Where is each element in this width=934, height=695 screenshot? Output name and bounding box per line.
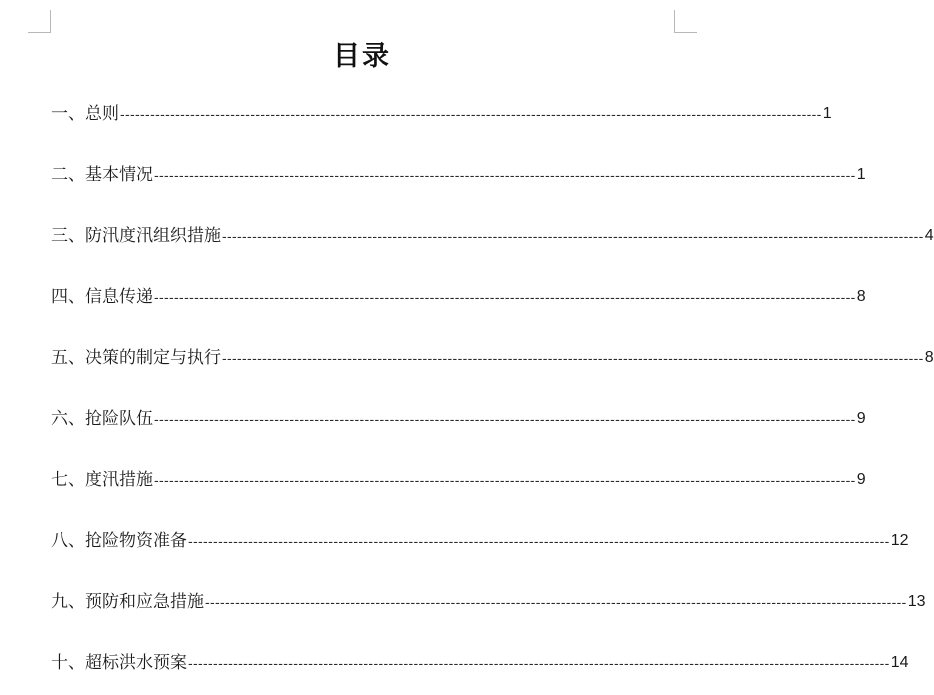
toc-entry-label: 五、决策的制定与执行	[51, 348, 221, 368]
toc-entry-label: 六、抢险队伍	[51, 409, 153, 429]
toc-entry[interactable]	[51, 467, 866, 491]
toc-entry-page: 9	[856, 410, 866, 427]
toc-leader-dots: --------------------------------------------------------------------------------------------------------------------------------------------	[205, 594, 907, 610]
toc-entry[interactable]	[51, 284, 866, 308]
toc-entry-label: 九、预防和应急措施	[51, 592, 204, 612]
toc-leader-dots: --------------------------------------------------------------------------------------------------------------------------------------------	[154, 472, 856, 488]
toc-entry-label: 七、度汛措施	[51, 470, 153, 490]
toc-entry-page: 4	[924, 227, 934, 244]
toc-entry-page: 14	[890, 654, 909, 671]
toc-leader-dots: --------------------------------------------------------------------------------------------------------------------------------------------	[222, 228, 924, 244]
toc-entry[interactable]	[51, 650, 909, 674]
toc-leader-dots: --------------------------------------------------------------------------------------------------------------------------------------------	[222, 350, 924, 366]
toc-entry[interactable]	[51, 528, 909, 552]
page-title: 目录	[333, 41, 391, 72]
toc-entry-label: 二、基本情况	[51, 165, 153, 185]
toc-entry-page: 8	[856, 288, 866, 305]
toc-leader-dots: --------------------------------------------------------------------------------------------------------------------------------------------	[154, 167, 856, 183]
toc-entry-page: 1	[856, 166, 866, 183]
toc-entry[interactable]	[51, 345, 934, 369]
toc-entry-page: 9	[856, 471, 866, 488]
toc-leader-dots: --------------------------------------------------------------------------------------------------------------------------------------------	[188, 655, 890, 671]
toc-entry-label: 一、总则	[51, 104, 119, 124]
toc-leader-dots: --------------------------------------------------------------------------------------------------------------------------------------------	[188, 533, 890, 549]
toc-leader-dots: --------------------------------------------------------------------------------------------------------------------------------------------	[120, 106, 822, 122]
toc-leader-dots: --------------------------------------------------------------------------------------------------------------------------------------------	[154, 289, 856, 305]
toc-entry-page: 12	[890, 532, 909, 549]
toc-entry-label: 八、抢险物资准备	[51, 531, 187, 551]
toc-entry-page: 13	[907, 593, 926, 610]
toc-entry-page: 1	[822, 105, 832, 122]
toc-entry[interactable]	[51, 406, 866, 430]
toc-entry-label: 三、防汛度汛组织措施	[51, 226, 221, 246]
toc-entry-label: 十、超标洪水预案	[51, 653, 187, 673]
toc-entry[interactable]	[51, 162, 866, 186]
toc-entry-label: 四、信息传递	[51, 287, 153, 307]
toc-entry[interactable]	[51, 101, 832, 125]
toc-entry[interactable]	[51, 223, 934, 247]
toc-leader-dots: --------------------------------------------------------------------------------------------------------------------------------------------	[154, 411, 856, 427]
toc-entry-page: 8	[924, 349, 934, 366]
toc-entry[interactable]	[51, 589, 926, 613]
